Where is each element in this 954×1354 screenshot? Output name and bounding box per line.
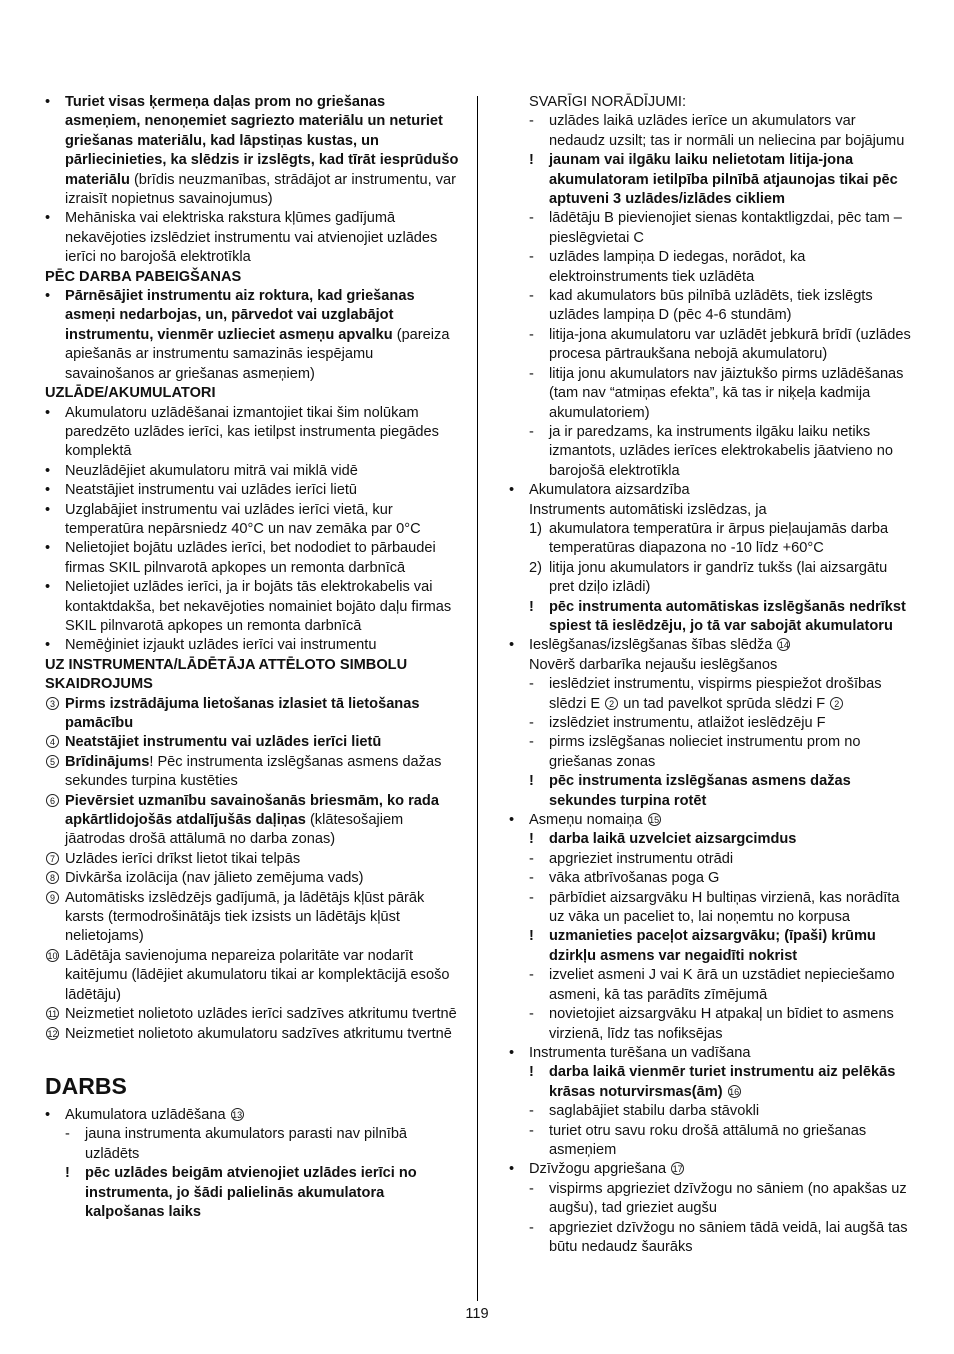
bullet-item	[45, 462, 463, 481]
figure-ref-icon: 17	[672, 1164, 683, 1175]
symbol-item	[45, 1025, 463, 1044]
text: vāka atbrīvošanas poga G	[549, 870, 720, 887]
symbol-number-icon: 6	[46, 794, 59, 807]
sub-item	[509, 1219, 914, 1258]
text: pirms izslēgšanas nolieciet instrumentu prom no griešanas zonas	[549, 734, 861, 770]
symbol-number	[45, 792, 65, 811]
symbol-item	[45, 947, 463, 1005]
symbol-number-icon: 11	[47, 1009, 58, 1020]
sub-item	[509, 559, 914, 598]
text: (klātesošajiem jāatrodas drošā attālumā no darba zonas)	[65, 812, 404, 848]
sub-item	[509, 830, 914, 849]
paragraph	[509, 93, 914, 112]
bullet-icon: •	[509, 812, 515, 829]
text: uzlādes lampiņa D iedegas, norādot, ka elektroinstruments tiek uzlādēta	[549, 249, 806, 285]
text: Nelietojiet uzlādes ierīci, ja ir bojāts tās elektrokabelis vai kontaktdakša, bet nekavējoties nomainiet bojāto daļu firmas SKIL pilnvarotā apkopes un remonta darbnīcā	[65, 579, 452, 634]
bullet-item	[45, 578, 463, 636]
sub-item-marker: 2)	[529, 559, 542, 576]
text: litija jonu akumulators nav jāiztukšo pirms uzlādēšanas (tam nav “atmiņas efekta”, kā tas ir niķeļa kadmija akumulatoriem)	[549, 365, 904, 421]
sub-item	[509, 966, 914, 1005]
text: lādētāju B pievienojiet sienas kontaktligzdai, pēc tam – pieslēgvietai C	[549, 210, 902, 246]
bullet-item	[45, 539, 463, 578]
sub-item	[45, 1164, 463, 1222]
bullet-icon: •	[45, 288, 51, 305]
symbol-number-icon: 10	[47, 950, 58, 961]
section-heading: UZ INSTRUMENTA/LĀDĒTĀJA ATTĒLOTO SIMBOLU SKAIDROJUMS	[45, 656, 408, 693]
bullet-item	[509, 811, 914, 830]
figure-ref-icon: 16	[729, 1086, 740, 1097]
symbol-number-icon: 5	[46, 755, 59, 768]
bullet-icon: •	[45, 579, 51, 596]
figure-ref-icon: 2	[830, 697, 843, 710]
bold-text: darba laikā uzvelciet aizsargcimdus	[549, 831, 797, 848]
text: Akumulatora aizsardzība	[529, 482, 690, 499]
sub-item	[509, 869, 914, 888]
sub-item	[509, 1180, 914, 1219]
text: Divkārša izolācija (nav jālieto zemējuma vads)	[65, 870, 364, 887]
sub-item	[509, 927, 914, 966]
text: Neuzlādējiet akumulatoru mitrā vai miklā vidē	[65, 462, 358, 479]
bullet-item	[45, 636, 463, 655]
chapter-heading: DARBS	[45, 1072, 127, 1099]
sub-item	[509, 151, 914, 209]
figure-ref-icon: 15	[649, 815, 660, 826]
sub-item-marker: -	[529, 1122, 534, 1139]
symbol-item	[45, 869, 463, 888]
text: apgrieziet dzīvžogu no sāniem tādā veidā, lai augšā tas būtu nedaudz šaurāks	[549, 1219, 908, 1255]
sub-item	[509, 889, 914, 928]
sub-item-marker: -	[529, 870, 534, 887]
bullet-icon: •	[45, 482, 51, 499]
symbol-item	[45, 695, 463, 734]
sub-item-marker: -	[65, 1126, 70, 1143]
symbol-item	[45, 889, 463, 947]
text: jauna instrumenta akumulators parasti nav pilnībā uzlādēts	[85, 1126, 408, 1162]
bullet-item	[509, 1044, 914, 1063]
sub-item-marker: -	[529, 326, 534, 343]
text: litija jonu akumulators ir gandrīz tukšs (lai aizsargātu pret dziļo izlādi)	[549, 559, 888, 596]
text: Akumulatora uzlādēšana	[65, 1106, 230, 1123]
sub-item	[509, 112, 914, 151]
symbol-number-icon: 4	[46, 735, 59, 748]
sub-item	[509, 248, 914, 287]
text: pārbīdiet aizsargvāku H bultiņas virzienā, kas norādīta uz vāka un paceliet to, lai noņemtu no korpusa	[549, 889, 900, 926]
sub-item-marker: !	[529, 773, 534, 790]
text: litija-jona akumulatoru var uzlādēt jebkurā brīdī (uzlādes procesa pārtraukšana nebojā akumulatoru)	[549, 326, 911, 363]
text: novietojiet aizsargvāku H atpakaļ un bīdiet to asmens virzienā, līdz tas nofiksējas	[549, 1006, 894, 1042]
sub-item-marker: -	[529, 113, 534, 130]
sub-item-marker: !	[65, 1165, 70, 1182]
bullet-item	[45, 1106, 463, 1125]
text: Mehāniska vai elektriska rakstura kļūmes gadījumā nekavējoties izslēdziet instrumentu vai atvienojiet uzlādes ierīci no barojošā elektrotīkla	[65, 210, 438, 266]
text: Novērš darbarīka nejaušu ieslēgšanos	[529, 656, 778, 673]
sub-item	[509, 598, 914, 637]
sub-item-marker: -	[529, 967, 534, 984]
sub-item-marker: !	[529, 598, 534, 615]
sub-item-marker: -	[529, 210, 534, 227]
sub-item-marker: -	[529, 288, 534, 305]
text: izveliet asmeni J vai K ārā un uzstādiet nepieciešamo asmeni, kā tas parādīts zīmējumā	[549, 967, 895, 1003]
sub-item-marker: -	[529, 1219, 534, 1236]
bullet-icon: •	[45, 501, 51, 518]
sub-item	[509, 365, 914, 423]
text: Nemēģiniet izjaukt uzlādes ierīci vai instrumentu	[65, 637, 377, 654]
sub-item-marker: -	[529, 1006, 534, 1023]
symbol-item	[45, 792, 463, 850]
bullet-item	[509, 481, 914, 500]
bullet-icon: •	[45, 637, 51, 654]
sub-item-marker: -	[529, 423, 534, 440]
text: un tad pavelkot sprūda slēdzi F	[619, 695, 830, 712]
bold-text: Neatstājiet instrumentu vai uzlādes ierīci lietū	[65, 734, 382, 751]
bullet-icon: •	[45, 462, 51, 479]
symbol-number	[45, 869, 65, 888]
symbol-number-icon: 3	[46, 697, 59, 710]
sub-item-marker: -	[529, 249, 534, 266]
symbol-item	[45, 1005, 463, 1024]
bullet-item	[45, 501, 463, 540]
text: kad akumulators būs pilnībā uzlādēts, tiek izslēgts uzlādes lampiņa D (pēc 4-6 stundām)	[549, 288, 873, 324]
sub-item	[509, 326, 914, 365]
bold-text: jaunam vai ilgāku laiku nelietotam litija-jona akumulatoram ietilpība pilnībā atjaunojas tikai pēc aptuveni 3 uzlādes/izlādes cikliem	[549, 152, 898, 208]
bullet-item	[45, 404, 463, 462]
bullet-icon: •	[45, 540, 51, 557]
text: Ieslēgšanas/izslēgšanas šības slēdža	[529, 637, 777, 654]
sub-item	[509, 714, 914, 733]
bullet-item	[509, 636, 914, 655]
symbol-number-icon: 9	[46, 891, 59, 904]
text: Instruments automātiski izslēdzas, ja	[529, 501, 767, 518]
symbol-number	[45, 695, 65, 714]
section-heading: UZLĀDE/AKUMULATORI	[45, 385, 216, 402]
symbol-item	[45, 753, 463, 792]
text: Neizmetiet nolietoto uzlādes ierīci sadzīves atkritumu tvertnē	[65, 1006, 457, 1023]
page-number: 119	[465, 1306, 489, 1322]
bullet-item	[45, 209, 463, 267]
text: Dzīvžogu apgriešana	[529, 1161, 671, 1178]
bullet-icon: •	[509, 1044, 515, 1061]
sub-item	[509, 423, 914, 481]
sub-item	[509, 520, 914, 559]
symbol-number	[45, 753, 65, 772]
text: akumulatora temperatūra ir ārpus pieļaujamās darba temperatūras diapazona no -10 līdz +60°C	[549, 520, 889, 557]
text: izslēdziet instrumentu, atlaižot ieslēdzēju F	[549, 715, 826, 731]
text: (brīdis neuzmanības, strādājot ar instrumentu, var izraisīt nopietnus savainojumus)	[65, 171, 456, 208]
text: ja ir paredzams, ka instruments ilgāku laiku netiks izmantots, uzlādes ierīces elektrokabelis jāatvieno no barojošā elektrotīkla	[549, 423, 893, 479]
bullet-item	[509, 1160, 914, 1179]
symbol-number	[45, 1005, 65, 1024]
right-column	[509, 93, 914, 1257]
bullet-icon: •	[45, 404, 51, 421]
sub-item-marker: -	[529, 676, 534, 693]
bold-text: Pievērsiet uzmanību savainošanās briesmām, ko rada apkārtlidojošās atdalījušās daļiņas	[65, 792, 439, 829]
section-heading: PĒC DARBA PABEIGŠANAS	[45, 268, 242, 285]
figure-ref-icon: 14	[778, 640, 789, 651]
text: vispirms apgrieziet dzīvžogu no sāniem (no apakšas uz augšu), tad grieziet augšu	[549, 1180, 907, 1217]
bullet-icon: •	[509, 1161, 515, 1178]
text: Lādētāja savienojuma nepareiza polaritāte var nodarīt kaitējumu (lādējiet akumulatoru tikai ar komplektācijā esošo lādētāju)	[65, 947, 450, 1003]
symbol-number	[45, 850, 65, 869]
text: SVARĪGI NORĀDĪJUMI:	[529, 94, 687, 110]
bold-text: Turiet visas ķermeņa daļas prom no griešanas asmeņiem, nenoņemiet sagriezto materiālu un neturiet griešanas materiālu, kad lāpstiņas kustas, un pārliecinieties, ka slēdzis ir izslēgts, kad tīrāt iesprūdušo materiālu	[65, 94, 459, 188]
sub-item-marker: -	[529, 715, 534, 731]
text: Asmeņu nomaiņa	[529, 812, 647, 829]
sub-item	[509, 1005, 914, 1044]
text: Uzlādes ierīci drīkst lietot tikai telpās	[65, 850, 301, 867]
text: Automātisks izslēdzējs gadījumā, ja lādētājs kļūst pārāk karsts (termodrošinātājs tiek izsists un lādētājs kļūst nelietojams)	[65, 889, 425, 945]
text: turiet otru savu roku drošā attālumā no griešanas asmeņiem	[549, 1122, 867, 1158]
sub-item	[509, 1102, 914, 1121]
sub-item	[509, 675, 914, 714]
text: Akumulatoru uzlādēšanai izmantojiet tikai šim nolūkam paredzēto uzlādes ierīci, kas ietilpst instrumenta piegādes komplektā	[65, 404, 439, 460]
sub-item-marker: -	[529, 1180, 534, 1197]
bold-text: pēc instrumenta izslēgšanas asmens dažas sekundes turpina rotēt	[549, 773, 851, 809]
bullet-item	[45, 93, 463, 209]
bullet-item	[45, 287, 463, 384]
text: Neatstājiet instrumentu vai uzlādes ierīci lietū	[65, 482, 358, 499]
bold-text: uzmanieties paceļot aizsargvāku; (īpaši) krūmu dzirkļu asmens var negaidīti nokrist	[549, 928, 876, 964]
sub-item	[509, 209, 914, 248]
sub-item	[509, 1063, 914, 1102]
symbol-number	[45, 947, 65, 966]
symbol-item	[45, 850, 463, 869]
bold-text: Brīdinājums	[65, 753, 150, 770]
figure-ref-icon: 13	[232, 1109, 243, 1120]
sub-item	[509, 850, 914, 869]
sub-item-marker: -	[529, 889, 534, 906]
paragraph	[509, 656, 914, 675]
text: (pareiza apiešanās ar instrumentu samazinās iespējamu savainošanos ar griešanas asmeņiem)	[65, 326, 450, 382]
bold-text: pēc instrumenta automātiskas izslēgšanās nedrīkst spiest tā ieslēdzēju, jo tā var sabojāt akumulatoru	[549, 598, 906, 634]
paragraph	[509, 501, 914, 520]
bold-text: darba laikā vienmēr turiet instrumentu aiz pelēkās krāsas noturvirsmas(ām)	[549, 1064, 896, 1100]
symbol-number	[45, 733, 65, 752]
left-column	[45, 93, 463, 1222]
text: Nelietojiet bojātu uzlādes ierīci, bet nododiet to pārbaudei firmas SKIL pilnvarotā apkopes un remonta darbnīcā	[65, 540, 436, 576]
symbol-number-icon: 8	[46, 871, 59, 884]
symbol-number	[45, 1025, 65, 1044]
bullet-icon: •	[509, 637, 515, 654]
column-divider	[477, 96, 478, 1301]
text: saglabājiet stabilu darba stāvokli	[549, 1103, 760, 1120]
symbol-item	[45, 733, 463, 752]
sub-item	[509, 733, 914, 772]
symbol-number-icon: 12	[47, 1028, 58, 1039]
text: ! Pēc instrumenta izslēgšanas asmens dažas sekundes turpina kustēties	[65, 753, 442, 790]
text: ieslēdziet instrumentu, vispirms piespiežot drošības slēdzi E	[549, 676, 882, 712]
sub-item	[509, 772, 914, 811]
sub-item-marker: 1)	[529, 520, 542, 537]
sub-item	[509, 287, 914, 326]
sub-item-marker: !	[529, 152, 534, 169]
bullet-icon: •	[45, 94, 51, 110]
sub-item-marker: !	[529, 1064, 534, 1081]
sub-item-marker: -	[529, 850, 534, 867]
text: Instrumenta turēšana un vadīšana	[529, 1044, 751, 1061]
bullet-icon: •	[45, 210, 51, 227]
sub-item-marker: -	[529, 365, 534, 382]
figure-ref-icon: 2	[605, 697, 618, 710]
sub-item-marker: -	[529, 1103, 534, 1120]
text: apgrieziet instrumentu otrādi	[549, 850, 734, 867]
bold-text: Pirms izstrādājuma lietošanas izlasiet tā lietošanas pamācību	[65, 695, 420, 731]
text: Uzglabājiet instrumentu vai uzlādes ierīci vietā, kur temperatūra nepārsniedz 40°C un nav zemāka par 0°C	[65, 501, 421, 537]
text: Neizmetiet nolietoto akumulatoru sadzīves atkritumu tvertnē	[65, 1025, 452, 1042]
bold-text: Pārnēsājiet instrumentu aiz roktura, kad griešanas asmeņi nedarbojas, un, pārvedot vai uzglabājot instrumentu, vienmēr uzlieciet asmeņu apvalku	[65, 288, 415, 343]
sub-item-marker: !	[529, 928, 534, 945]
sub-item	[45, 1125, 463, 1164]
bullet-item	[45, 481, 463, 500]
bold-text: pēc uzlādes beigām atvienojiet uzlādes ierīci no instrumenta, jo šādi palielinās akumulatora kalpošanas laiks	[85, 1165, 417, 1220]
sub-item	[509, 1122, 914, 1161]
text: uzlādes laikā uzlādes ierīce un akumulators var nedaudz uzsilt; tas ir normāli un neliecina par bojājumu	[549, 113, 905, 149]
sub-item-marker: !	[529, 831, 534, 848]
sub-item-marker: -	[529, 734, 534, 751]
symbol-number	[45, 889, 65, 908]
bullet-icon: •	[45, 1106, 51, 1123]
bullet-icon: •	[509, 482, 515, 499]
symbol-number-icon: 7	[46, 852, 59, 865]
